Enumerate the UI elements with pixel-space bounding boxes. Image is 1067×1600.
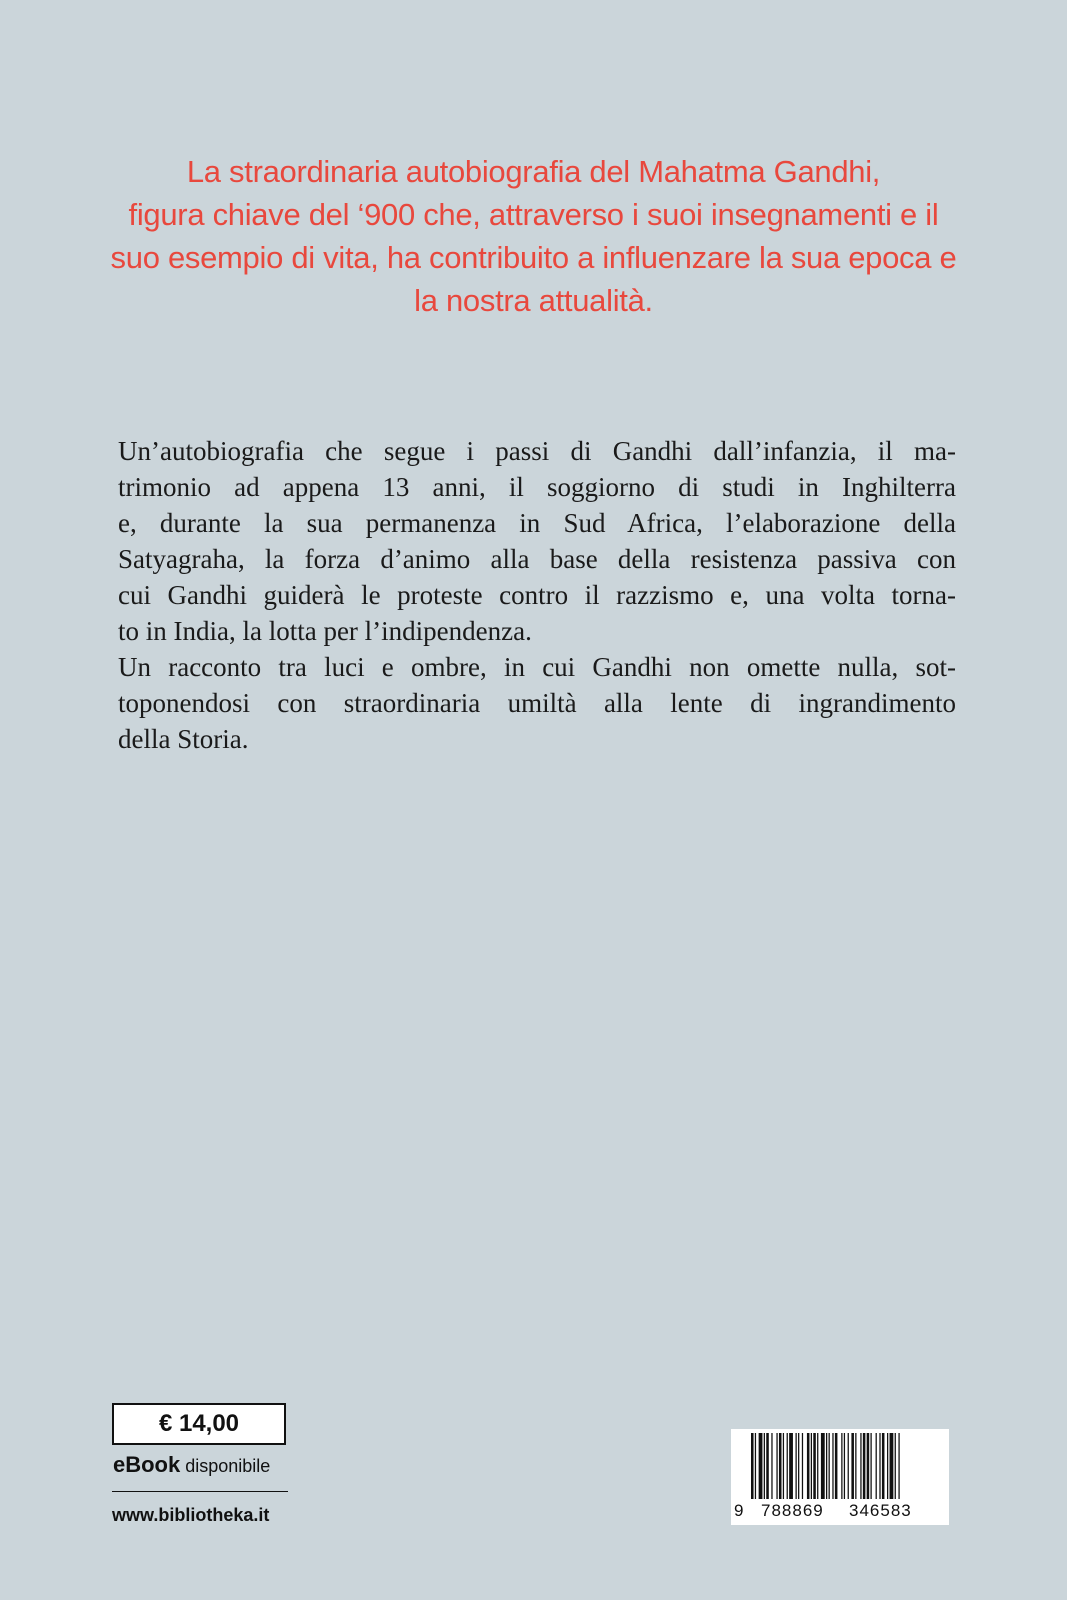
- tagline: [100, 150, 967, 322]
- barcode-bar: [855, 1433, 856, 1499]
- barcode-bar: [832, 1433, 833, 1499]
- barcode-first-digit: 9: [734, 1501, 745, 1520]
- barcode-bar: [867, 1433, 870, 1499]
- barcode-bar: [779, 1433, 782, 1499]
- publisher-website: www.bibliotheka.it: [112, 1505, 270, 1525]
- barcode-bar: [817, 1433, 818, 1499]
- barcode-bar: [851, 1433, 854, 1499]
- description-line: e, durante la sua permanenza in Sud Africa, l’elaborazione della: [118, 508, 956, 538]
- tagline-line: suo esempio di vita, ha contribuito a influenzare la sua epoca e: [110, 240, 957, 275]
- divider: [112, 1491, 288, 1492]
- barcode-bar: [755, 1433, 756, 1499]
- barcode-bars: [731, 1429, 949, 1503]
- description-line: Satyagraha, la forza d’animo alla base della resistenza passiva con: [118, 544, 956, 574]
- barcode-bar: [759, 1433, 763, 1499]
- barcode-bar: [776, 1433, 777, 1499]
- barcode-left-group: 788869: [761, 1501, 824, 1520]
- tagline-line: la nostra attualità.: [414, 283, 653, 318]
- description-line: Un’autobiografia che segue i passi di Gandhi dall’infanzia, il ma-: [118, 436, 956, 466]
- barcode-bar: [811, 1433, 812, 1499]
- barcode-bar: [783, 1433, 784, 1499]
- description-line: della Storia.: [118, 724, 249, 754]
- price-box: [112, 1403, 286, 1445]
- barcode-bar: [798, 1433, 799, 1499]
- ebook-label: eBook: [113, 1452, 181, 1477]
- barcode-bar: [795, 1433, 796, 1499]
- barcode-bar: [882, 1433, 885, 1499]
- ebook-availability: [113, 1452, 270, 1478]
- tagline-line: figura chiave del ‘900 che, attraverso i suoi insegnamenti e il: [128, 197, 939, 232]
- barcode-bar: [751, 1433, 754, 1499]
- barcode-bar: [771, 1433, 772, 1499]
- price-label: € 14,00: [158, 1410, 240, 1437]
- ebook-status: disponibile: [185, 1456, 271, 1476]
- barcode-bar: [807, 1433, 810, 1499]
- barcode-bar: [870, 1433, 871, 1499]
- barcode-bar: [835, 1433, 838, 1499]
- description-line: Un racconto tra luci e ombre, in cui Gandhi non omette nulla, sot-: [118, 652, 956, 682]
- barcode-bar: [826, 1433, 827, 1499]
- barcode-bar: [863, 1433, 866, 1499]
- barcode-bar: [890, 1433, 894, 1499]
- isbn-barcode: [731, 1429, 949, 1525]
- barcode-bar: [879, 1433, 880, 1499]
- barcode-bar: [821, 1433, 825, 1499]
- barcode-bar: [789, 1433, 793, 1499]
- barcode-bar: [876, 1433, 877, 1499]
- description-line: trimonio ad appena 13 anni, il soggiorno di studi in Inghilterra: [118, 472, 956, 502]
- barcode-bar: [802, 1433, 803, 1499]
- barcode-bar: [787, 1433, 788, 1499]
- description-line: cui Gandhi guiderà le proteste contro il razzismo e, una volta torna-: [118, 580, 956, 610]
- barcode-bar: [829, 1433, 830, 1499]
- barcode-bar: [887, 1433, 888, 1499]
- barcode-bar: [848, 1433, 849, 1499]
- barcode-bar: [895, 1433, 896, 1499]
- tagline-line: La straordinaria autobiografia del Mahatma Gandhi,: [186, 154, 881, 189]
- description-line: toponendosi con straordinaria umiltà alla lente di ingrandimento: [118, 688, 956, 718]
- barcode-bar: [764, 1433, 765, 1499]
- book-description: [118, 433, 956, 757]
- barcode-bar: [766, 1433, 769, 1499]
- barcode-right-group: 346583: [849, 1501, 912, 1520]
- barcode-bar: [860, 1433, 861, 1499]
- barcode-bar: [844, 1433, 845, 1499]
- barcode-bar: [841, 1433, 842, 1499]
- barcode-bar: [898, 1433, 899, 1499]
- barcode-bar: [813, 1433, 816, 1499]
- description-line: to in India, la lotta per l’indipendenza.: [118, 616, 532, 646]
